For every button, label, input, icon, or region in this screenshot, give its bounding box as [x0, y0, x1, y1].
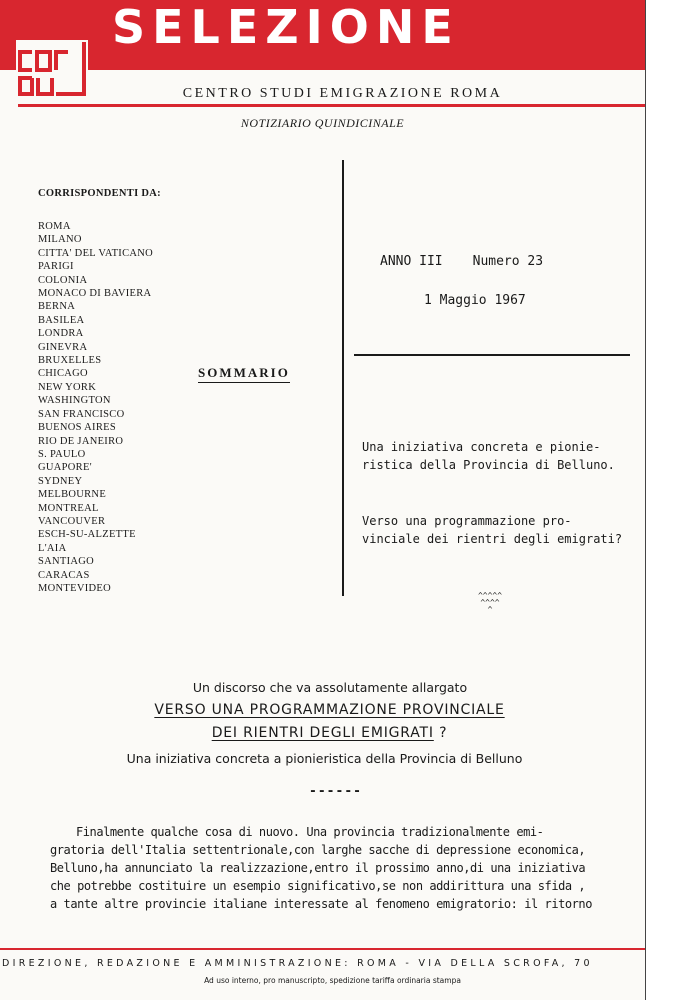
- bulletin-type: NOTIZIARIO QUINDICINALE: [240, 116, 405, 130]
- summary-item: [362, 512, 624, 548]
- sommario-heading: SOMMARIO: [198, 365, 290, 383]
- correspondent-city: BUENOS AIRES: [38, 422, 116, 434]
- caret-row: ^^^^^: [477, 591, 503, 600]
- article-separator: ------: [309, 784, 362, 799]
- article-body: [50, 823, 614, 913]
- correspondent-city: MONTREAL: [38, 502, 99, 514]
- caret-ornament: [468, 592, 512, 613]
- summary-line: ristica della Provincia di Belluno.: [362, 458, 615, 472]
- issue-year: ANNO III: [380, 254, 443, 269]
- correspondent-city: BERNA: [38, 301, 76, 313]
- correspondent-city: COLONIA: [38, 274, 88, 286]
- body-line: gratoria dell'Italia settentrionale,con larghe sacche di depressione economica,: [50, 843, 586, 857]
- organisation-name: CENTRO STUDI EMIGRAZIONE ROMA: [182, 86, 503, 101]
- summary-rule: [354, 354, 630, 356]
- correspondent-city: ESCH-SU-ALZETTE: [38, 529, 136, 541]
- correspondent-city: GINEVRA: [38, 341, 88, 353]
- correspondent-city: MILANO: [38, 234, 82, 246]
- headline-text: DEI RIENTRI DEGLI EMIGRATI: [211, 725, 434, 741]
- summary-item: [362, 438, 624, 474]
- body-line: Finalmente qualche cosa di nuovo. Una provincia tradizionalmente emi-: [76, 825, 544, 839]
- headline-text: VERSO UNA PROGRAMMAZIONE PROVINCIALE: [154, 702, 505, 718]
- issue-info: [380, 254, 573, 269]
- article-headline-line-2: [0, 725, 645, 741]
- header-rule: [18, 104, 645, 107]
- correspondent-city: WASHINGTON: [38, 395, 111, 407]
- correspondent-city: CHICAGO: [38, 368, 88, 380]
- masthead-band: [0, 0, 645, 70]
- article-lead-in: Un discorso che va assolutamente allargato: [192, 680, 468, 695]
- caret-row: ^: [487, 605, 493, 614]
- correspondent-city: SYDNEY: [38, 475, 83, 487]
- correspondent-city: ROMA: [38, 221, 71, 232]
- correspondent-city: BASILEA: [38, 314, 85, 326]
- correspondent-city: MELBOURNE: [38, 489, 107, 501]
- footer-note: Ad uso interno, pro manuscripto, spedizione tariffa ordinaria stampa: [204, 976, 461, 985]
- footer-rule: [0, 948, 645, 950]
- issue-number: Numero 23: [472, 254, 544, 269]
- correspondent-city: L'AIA: [38, 542, 67, 554]
- summary-line: Verso una programmazione pro-: [362, 514, 572, 528]
- correspondent-city: SANTIAGO: [38, 556, 95, 568]
- masthead-title: SELEZIONE: [112, 0, 460, 54]
- summary-line: Una iniziativa concreta e pionie-: [362, 440, 601, 454]
- correspondent-city: MONTEVIDEO: [38, 582, 111, 594]
- correspondent-city: CITTA' DEL VATICANO: [38, 247, 154, 259]
- body-line: che potrebbe costituire un esempio significativo,se non addirittura una sfida ,: [50, 879, 586, 893]
- correspondent-city: LONDRA: [38, 328, 84, 340]
- correspondent-city: VANCOUVER: [38, 515, 106, 527]
- correspondents-list: [38, 220, 153, 595]
- correspondent-city: PARIGI: [38, 261, 74, 273]
- summary-line: vinciale dei rientri degli emigrati?: [362, 532, 623, 546]
- caret-row: ^^^^: [480, 598, 500, 607]
- correspondent-city: NEW YORK: [38, 381, 97, 393]
- correspondent-city: SAN FRANCISCO: [38, 408, 125, 420]
- article-headline-line-1: [0, 702, 645, 718]
- footer-address: DIREZIONE, REDAZIONE E AMMINISTRAZIONE: ROMA - VIA DELLA SCROFA, 70: [2, 958, 593, 969]
- body-line: Belluno,ha annunciato la realizzazione,entro il prossimo anno,di una iniziativa: [50, 861, 586, 875]
- correspondent-city: MONACO DI BAVIERA: [38, 288, 152, 300]
- correspondent-city: RIO DE JANEIRO: [38, 435, 124, 447]
- headline-question-mark: ?: [433, 725, 448, 741]
- correspondents-heading: CORRISPONDENTI DA:: [38, 188, 161, 199]
- article-subheading: Una iniziativa concreta a pionieristica della Provincia di Belluno: [126, 751, 523, 766]
- column-divider: [342, 160, 344, 596]
- issue-date: 1 Maggio 1967: [424, 293, 526, 308]
- correspondent-city: S. PAULO: [38, 448, 86, 460]
- correspondent-city: BRUXELLES: [38, 355, 102, 367]
- correspondent-city: GUAPORE': [38, 462, 92, 474]
- body-line: a tante altre provincie italiane interessate al fenomeno emigratorio: il ritorno: [50, 897, 592, 911]
- correspondent-city: CARACAS: [38, 569, 90, 581]
